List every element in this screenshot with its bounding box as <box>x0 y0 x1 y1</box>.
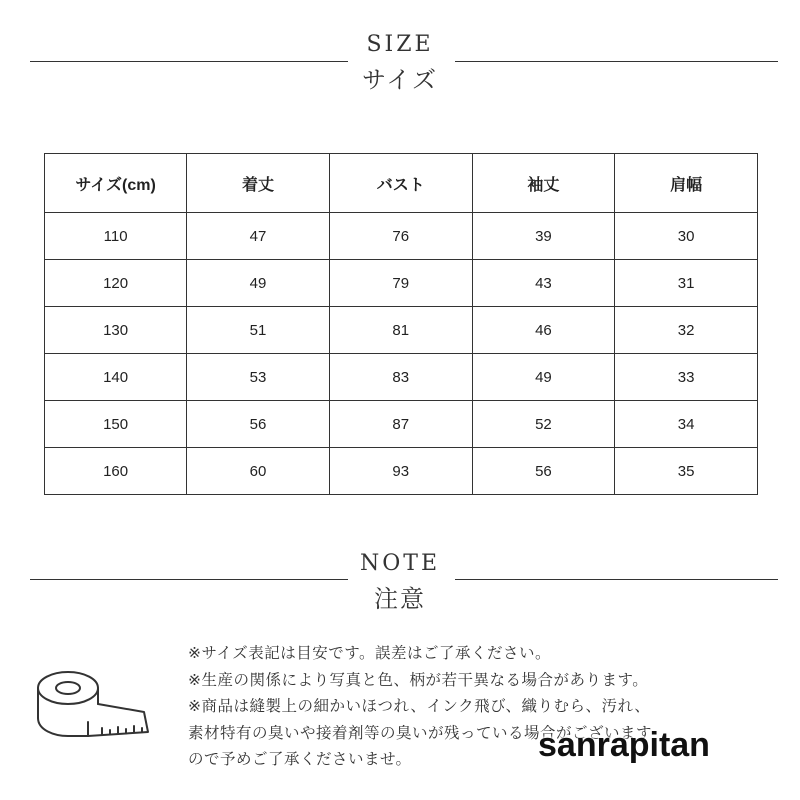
header-sleeve: 袖丈 <box>472 154 615 213</box>
table-row <box>45 448 758 495</box>
note-line: ※商品は縫製上の細かいほつれ、インク飛び、織りむら、汚れ、 <box>188 697 651 715</box>
table-cell: 60 <box>187 448 330 495</box>
table-row <box>45 354 758 401</box>
note-title-en: NOTE <box>359 551 441 576</box>
header-size: サイズ(cm) <box>45 154 187 213</box>
table-cell: 76 <box>329 213 472 260</box>
table-cell: 46 <box>472 307 615 354</box>
table-cell: 49 <box>187 260 330 307</box>
table-cell: 120 <box>45 260 187 307</box>
note-line: ※サイズ表記は目安です。誤差はご了承ください。 <box>188 644 552 662</box>
table-cell: 30 <box>615 213 758 260</box>
table-cell: 160 <box>45 448 187 495</box>
table-cell: 39 <box>472 213 615 260</box>
watermark: sanrapitan <box>538 726 710 764</box>
note-line: 素材特有の臭いや接着剤等の臭いが残っている場合がございます <box>188 723 653 742</box>
table-cell: 53 <box>187 354 330 401</box>
table-cell: 32 <box>615 307 758 354</box>
table-cell: 47 <box>187 213 330 260</box>
table-header-row <box>45 154 758 213</box>
size-table <box>44 153 758 495</box>
table-cell: 35 <box>615 448 758 495</box>
table-cell: 81 <box>329 307 472 354</box>
table-cell: 34 <box>615 401 758 448</box>
measuring-tape-icon <box>28 660 154 760</box>
table-cell: 110 <box>45 213 187 260</box>
table-row <box>45 213 758 260</box>
header-length: 着丈 <box>187 154 330 213</box>
table-cell: 56 <box>187 401 330 448</box>
table-cell: 49 <box>472 354 615 401</box>
table-cell: 93 <box>329 448 472 495</box>
table-cell: 150 <box>45 401 187 448</box>
table-cell: 83 <box>329 354 472 401</box>
table-row <box>45 307 758 354</box>
table-cell: 52 <box>472 401 615 448</box>
table-cell: 51 <box>187 307 330 354</box>
table-cell: 31 <box>615 260 758 307</box>
table-row <box>45 401 758 448</box>
size-section-header <box>0 30 800 100</box>
header-bust: バスト <box>329 154 472 213</box>
size-title-en: SIZE <box>366 32 434 57</box>
table-cell: 33 <box>615 354 758 401</box>
table-cell: 79 <box>329 260 472 307</box>
table-cell: 43 <box>472 260 615 307</box>
table-cell: 56 <box>472 448 615 495</box>
note-line: ※生産の関係により写真と色、柄が若干異なる場合があります。 <box>188 670 649 689</box>
note-title-jp: 注意 <box>374 585 426 613</box>
note-section-header <box>0 548 800 618</box>
table-cell: 140 <box>45 354 187 401</box>
table-cell: 130 <box>45 307 187 354</box>
note-line: ので予めご了承くださいませ。 <box>188 750 412 768</box>
table-row <box>45 260 758 307</box>
table-cell: 87 <box>329 401 472 448</box>
header-shoulder: 肩幅 <box>615 154 758 213</box>
size-title-jp: サイズ <box>361 66 439 94</box>
